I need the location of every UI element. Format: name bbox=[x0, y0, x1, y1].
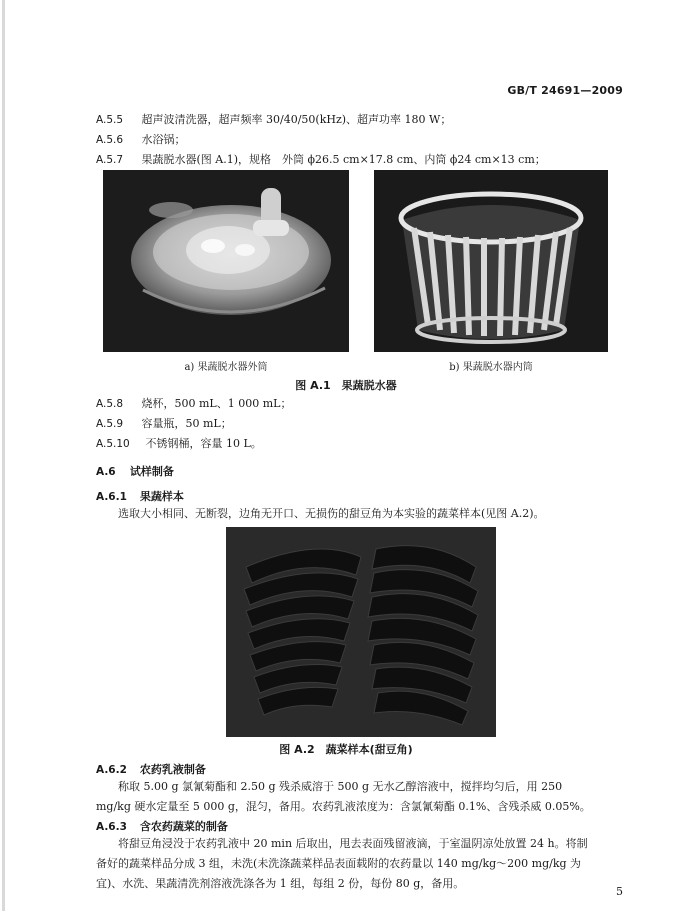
item-number: A.5.6 bbox=[96, 134, 124, 146]
photo-outer-container bbox=[103, 170, 349, 352]
section-title: 试样制备 bbox=[129, 465, 174, 478]
subsection-title: 含农药蔬菜的制备 bbox=[139, 820, 228, 833]
item-number: A.5.10 bbox=[96, 438, 130, 450]
item-a59 bbox=[96, 417, 232, 431]
subsection-heading-a63 bbox=[96, 820, 228, 834]
item-text: 果蔬脱水器(图 A.1)，规格 外筒 ϕ26.5 cm×17.8 cm、内筒 ϕ24 cm×13 cm； bbox=[141, 153, 546, 166]
item-number: A.5.8 bbox=[96, 398, 124, 410]
photo-sweet-peas bbox=[226, 527, 496, 737]
item-number: A.5.5 bbox=[96, 114, 124, 126]
subsection-heading-a62 bbox=[96, 763, 206, 777]
page-number: 5 bbox=[616, 885, 623, 898]
subsection-number: A.6.1 bbox=[96, 491, 127, 503]
figure-a1-subcaption-a: a) 果蔬脱水器外筒 bbox=[184, 362, 268, 373]
figure-a2-caption: 图 A.2 蔬菜样本(甜豆角) bbox=[279, 743, 413, 756]
figure-a1-subcaption-b: b) 果蔬脱水器内筒 bbox=[449, 362, 533, 373]
standard-header: GB/T 24691—2009 bbox=[507, 84, 623, 97]
item-a55 bbox=[96, 113, 451, 127]
item-number: A.5.7 bbox=[96, 154, 124, 166]
item-text: 容量瓶，50 mL； bbox=[141, 417, 232, 430]
scan-edge bbox=[2, 0, 5, 911]
item-a58 bbox=[96, 397, 291, 411]
item-text: 烧杯，500 mL、1 000 mL； bbox=[141, 397, 292, 410]
item-a57 bbox=[96, 153, 546, 167]
sweet-pea-pods-drawing bbox=[226, 527, 496, 737]
paragraph-a62: 称取 5.00 g 氯氰菊酯和 2.50 g 残杀威溶于 500 g 无水乙醇溶液中，搅拌均匀后，用 250 mg/kg 硬水定量至 5 000 g，混匀，备用。农药乳液浓度为：含氯氰菊酯 0.1%、含残杀威 0.05%。 bbox=[96, 780, 591, 813]
item-text: 不锈钢桶，容量 10 L。 bbox=[145, 437, 262, 450]
paragraph-a63: 将甜豆角浸没于农药乳液中 20 min 后取出，甩去表面残留液滴，于室温阴凉处放置 24 h。将制备好的蔬菜样品分成 3 组，未洗(未洗涤蔬菜样品表面载附的农药量以 140 mg/kg～200 mg/kg 为宜)、水洗、果蔬清洗剂溶液洗涤各为 1 组，每组 2 份，每份 80 g，备用。 bbox=[96, 837, 588, 890]
subsection-heading-a61 bbox=[96, 490, 184, 504]
subsection-title: 农药乳液制备 bbox=[139, 763, 206, 776]
subsection-title: 果蔬样本 bbox=[139, 490, 184, 503]
item-text: 水浴锅； bbox=[141, 133, 186, 146]
item-number: A.5.9 bbox=[96, 418, 124, 430]
section-heading-a6 bbox=[96, 465, 174, 479]
dehydrator-inner-drawing bbox=[374, 170, 608, 352]
item-a510 bbox=[96, 437, 262, 451]
subsection-number: A.6.3 bbox=[96, 821, 127, 833]
item-text: 超声波清洗器，超声频率 30/40/50(kHz)、超声功率 180 W； bbox=[141, 113, 452, 126]
dehydrator-outer-drawing bbox=[103, 170, 349, 352]
paragraph-a61: 选取大小相同、无断裂，边角无开口、无损伤的甜豆角为本实验的蔬菜样本(见图 A.2)。 bbox=[118, 507, 545, 520]
section-number: A.6 bbox=[96, 466, 116, 478]
photo-inner-basket bbox=[374, 170, 608, 352]
item-a56 bbox=[96, 133, 186, 147]
subsection-number: A.6.2 bbox=[96, 764, 127, 776]
figure-a1-caption: 图 A.1 果蔬脱水器 bbox=[295, 379, 397, 392]
